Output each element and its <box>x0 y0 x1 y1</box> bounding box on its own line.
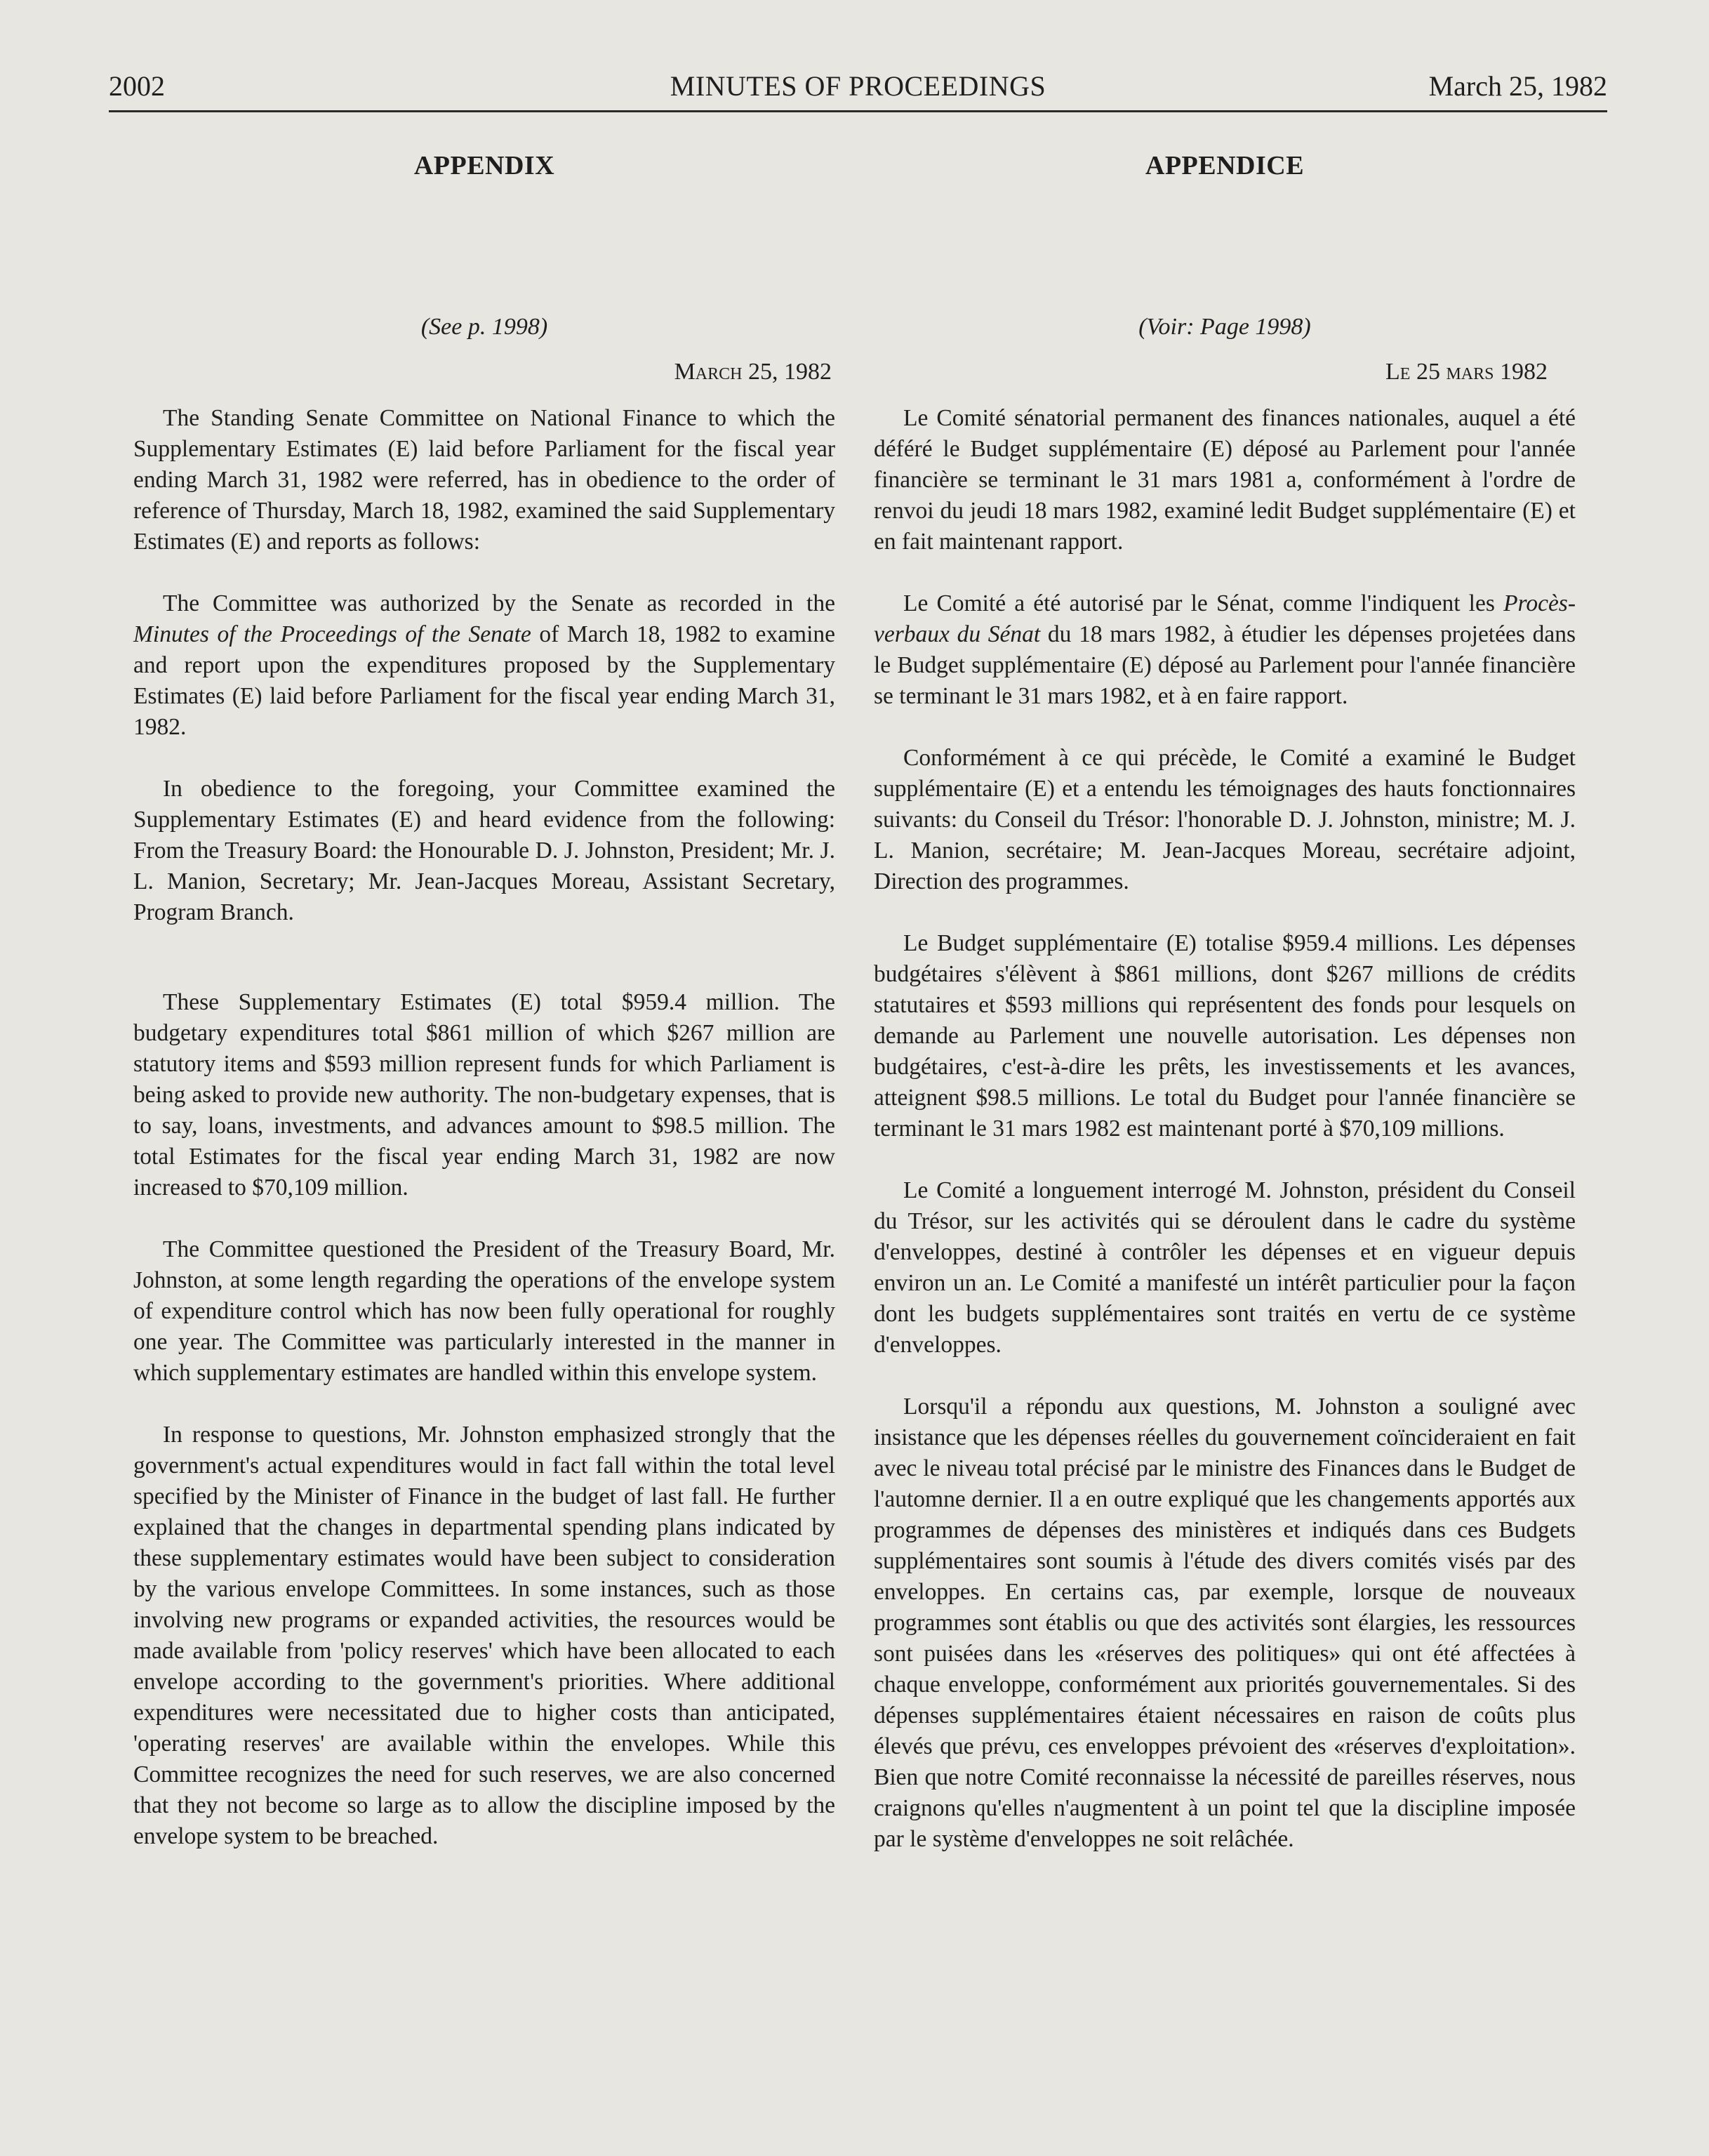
header-date: March 25, 1982 <box>1428 70 1607 102</box>
paragraph-en-5: The Committee questioned the President of the Treasury Board, Mr. Johnston, at some length regarding the operations of the envelope system of expenditure control which has now been fully operational for roughly one year. The Committee was particularly interested in the manner in which supplementary estimates are handled within this envelope system. <box>133 1236 835 1386</box>
running-title: MINUTES OF PROCEEDINGS <box>670 70 1046 102</box>
paragraph-fr-2-outro: du 18 mars 1982, à étudier les dépenses projetées dans le Budget supplémentaire (E) déposé au Parlement pour l'année financière se terminant le 31 mars 1982, et à en faire rapport. <box>874 621 1576 709</box>
paragraph-fr-1: Le Comité sénatorial permanent des finances nationales, auquel a été déféré le Budget supplémentaire (E) déposé au Parlement pour l'année financière se terminant le 31 mars 1981 a, conformément à l'ordre de renvoi du jeudi 18 mars 1982, examiné ledit Budget supplémentaire (E) et en fait maintenant rapport. <box>874 405 1576 555</box>
report-date-fr: Le 25 mars 1982 <box>1385 359 1548 385</box>
paragraph-fr-2-intro: Le Comité a été autorisé par le Sénat, comme l'indiquent les <box>903 590 1504 616</box>
page-header <box>109 67 1607 112</box>
paragraph-en-2 <box>133 588 835 743</box>
paragraph-fr-2 <box>874 588 1576 712</box>
paragraph-en-6: In response to questions, Mr. Johnston emphasized strongly that the government's actual expenditures would in fact fall within the total level specified by the Minister of Finance in the budget of last fall. He further explained that the changes in departmental spending plans indicated by these supplementary estimates would have been subject to consideration by the various envelope Committees. In some instances, such as those involving new programs or expanded activities, the resources would be made available from 'policy reserves' which have been allocated to each envelope according to the government's priorities. Where additional expenditures were necessitated due to higher costs than anticipated, 'operating reserves' are available within the envelopes. While this Committee recognizes the need for such reserves, we are also concerned that they not become so large as to allow the discipline imposed by the envelope system to be breached. <box>133 1422 835 1849</box>
paragraph-en-4: These Supplementary Estimates (E) total $959.4 million. The budgetary expenditures total $861 million of which $267 million are statutory items and $593 million represent funds for which Parliament is being asked to provide new authority. The non-budgetary expenses, that is to say, loans, investments, and advances amount to $98.5 million. The total Estimates for the fiscal year ending March 31, 1982 are now increased to $70,109 million. <box>133 989 835 1201</box>
report-date-en: March 25, 1982 <box>674 359 832 385</box>
paragraph-en-3: In obedience to the foregoing, your Committee examined the Supplementary Estimates (E) and heard evidence from the following: From the Treasury Board: the Honourable D. J. Johnston, President; Mr. J. L. Manion, Secretary; Mr. Jean-Jacques Moreau, Assistant Secretary, Program Branch. <box>133 776 835 925</box>
appendix-heading-en: APPENDIX <box>413 151 555 180</box>
paragraph-fr-2-title: Procès-verbaux du Sénat <box>874 590 1576 647</box>
paragraph-fr-5: Le Comité a longuement interrogé M. Johnston, président du Conseil du Trésor, sur les activités qui se déroulent dans le cadre du système d'enveloppes, destiné à contrôler les dépenses et en vigueur depuis environ un an. Le Comité a manifesté un intérêt particulier pour la façon dont les budgets supplémentaires sont traités en vertu de ce système d'enveloppes. <box>874 1177 1576 1358</box>
paragraph-en-1: The Standing Senate Committee on National Finance to which the Supplementary Estimates (E) laid before Parliament for the fiscal year ending March 31, 1982 were referred, has in obedience to the order of reference of Thursday, March 18, 1982, examined the said Supplementary Estimates (E) and reports as follows: <box>133 405 835 555</box>
paragraph-en-2-outro: of March 18, 1982 to examine and report upon the expenditures proposed by the Supplementary Estimates (E) laid before Parliament for the fiscal year ending March 31, 1982. <box>133 621 835 740</box>
english-column <box>133 140 835 1852</box>
reference-fr: (Voir: Page 1998) <box>1138 314 1311 340</box>
french-column <box>874 140 1576 1855</box>
paragraph-en-2-intro: The Committee was authorized by the Senate as recorded in the <box>163 590 835 616</box>
page-number: 2002 <box>109 70 165 102</box>
paragraph-fr-3: Conformément à ce qui précède, le Comité a examiné le Budget supplémentaire (E) et a entendu les témoignages des hauts fonctionnaires suivants: du Conseil du Trésor: l'honorable D. J. Johnston, ministre; M. J. L. Manion, secrétaire; M. Jean-Jacques Moreau, secrétaire adjoint, Direction des programmes. <box>874 745 1576 894</box>
reference-en: (See p. 1998) <box>420 314 548 340</box>
paragraph-en-2-title: Minutes of the Proceedings of the Senate <box>133 621 531 647</box>
appendix-heading-fr: APPENDICE <box>1145 151 1305 180</box>
paragraph-fr-6: Lorsqu'il a répondu aux questions, M. Johnston a souligné avec insistance que les dépenses réelles du gouvernement coïncideraient en fait avec le niveau total précisé par le ministre des Finances dans le Budget de l'automne dernier. Il a en outre expliqué que les changements apportés aux programmes de dépenses des ministères et indiqués dans ces Budgets supplémentaires sont soumis à l'étude des divers comités visés par des enveloppes. En certains cas, par exemple, lorsque de nouveaux programmes sont établis ou que des activités sont élargies, les ressources sont puisées dans les «réserves des politiques» qui ont été affectées à chaque enveloppe, conformément aux priorités gouvernementales. Si des dépenses supplémentaires étaient nécessaires en raison de coûts plus élevés que prévu, ces enveloppes prévoient des «réserves d'exploitation». Bien que notre Comité reconnaisse la nécessité de pareilles réserves, nous craignons qu'elles n'augmentent à un point tel que la discipline imposée par le système d'enveloppes ne soit relâchée. <box>874 1394 1576 1852</box>
paragraph-fr-4: Le Budget supplémentaire (E) totalise $959.4 millions. Les dépenses budgétaires s'élèvent à $861 millions, dont $267 millions de crédits statutaires et $593 millions qui représentent des fonds pour lesquels on demande au Parlement une nouvelle autorisation. Les dépenses non budgétaires, c'est-à-dire les prêts, les investissements et les avances, atteignent $98.5 millions. Le total du Budget pour l'année financière se terminant le 31 mars 1982 est maintenant porté à $70,109 millions. <box>874 930 1576 1142</box>
